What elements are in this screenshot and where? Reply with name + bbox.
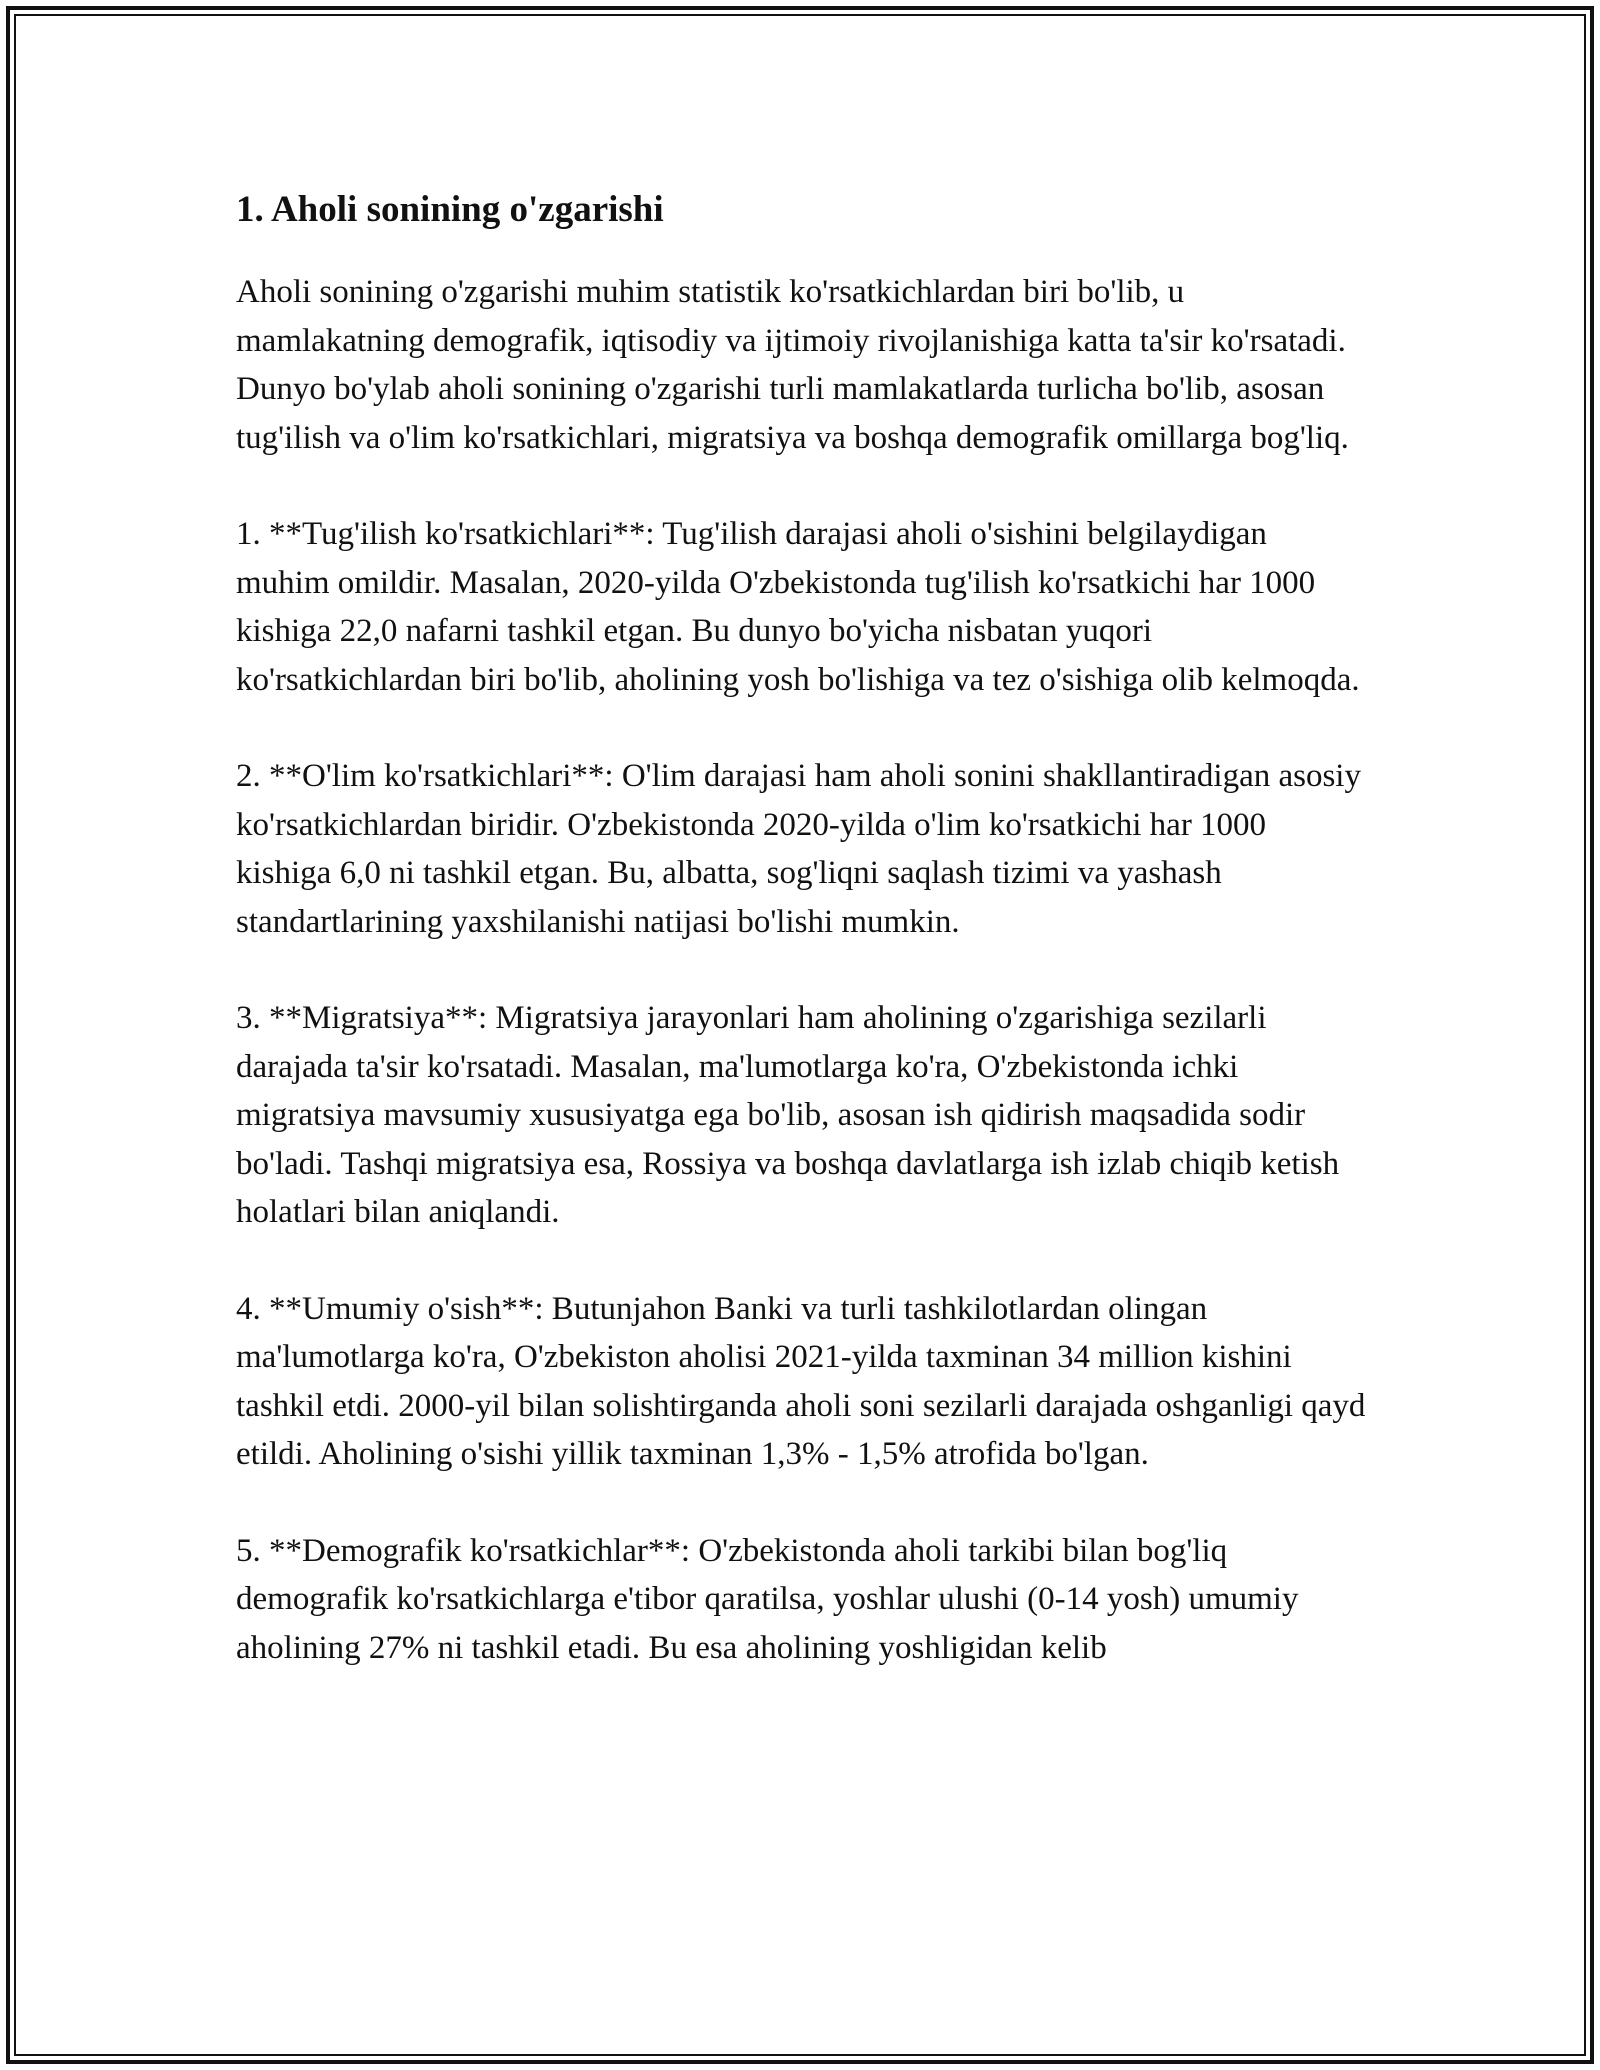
total-growth-paragraph: 4. **Umumiy o'sish**: Butunjahon Banki va turli tashkilotlardan olingan ma'lumotlarga ko'ra, O'zbekiston aholisi 2021-yilda taxminan 34 million kishini tashkil etdi. 2000-yil bilan solishtirganda aholi soni sezilarli darajada oshganligi qayd etildi. Aholining o'sishi yillik taxminan 1,3% - 1,5% atrofida bo'lgan.: [236, 1290, 1366, 1473]
mortality-paragraph: 2. **O'lim ko'rsatkichlari**: O'lim darajasi ham aholi sonini shakllantiradigan asosiy ko'rsatkichlardan biridir. O'zbekistonda 2020-yilda o'lim ko'rsatkichi har 1000 kishiga 6,0 ni tashkil etgan. Bu, albatta, sog'liqni saqlash tizimi va yashash standartlarining yaxshilanishi natijasi bo'lishi mumkin.: [236, 758, 1361, 940]
document-body: [236, 188, 1366, 1720]
intro-paragraph: Aholi sonining o'zgarishi muhim statistik ko'rsatkichlardan biri bo'lib, u mamlakatning demografik, iqtisodiy va ijtimoiy rivojlanishiga katta ta'sir ko'rsatadi. Dunyo bo'ylab aholi sonining o'zgarishi turli mamlakatlarda turlicha bo'lib, asosan tug'ilish va o'lim ko'rsatkichlari, migratsiya va boshqa demografik omillarga bog'liq.: [236, 274, 1349, 456]
migration-paragraph: 3. **Migratsiya**: Migratsiya jarayonlari ham aholining o'zgarishiga sezilarli darajada ta'sir ko'rsatadi. Masalan, ma'lumotlarga ko'ra, O'zbekistonda ichki migratsiya mavsumiy xususiyatga ega bo'lib, asosan ish qidirish maqsadida sodir bo'ladi. Tashqi migratsiya esa, Rossiya va boshqa davlatlarga ish izlab chiqib ketish holatlari bilan aniqlandi.: [236, 1000, 1340, 1231]
document-title: 1. Aholi sonining o'zgarishi: [236, 189, 664, 230]
demographic-indicators-paragraph: 5. **Demografik ko'rsatkichlar**: O'zbekistonda aholi tarkibi bilan bog'liq demografik ko'rsatkichlarga e'tibor qaratilsa, yoshlar ulushi (0-14 yosh) umumiy aholining 27% ni tashkil etadi. Bu esa aholining yoshligidan kelib: [236, 1532, 1299, 1666]
birth-rate-paragraph: 1. **Tug'ilish ko'rsatkichlari**: Tug'ilish darajasi aholi o'sishini belgilaydigan muhim omildir. Masalan, 2020-yilda O'zbekistonda tug'ilish ko'rsatkichi har 1000 kishiga 22,0 nafarni tashkil etgan. Bu dunyo bo'yicha nisbatan yuqori ko'rsatkichlardan biri bo'lib, aholining yosh bo'lishiga va tez o'sishiga olib kelmoqda.: [236, 516, 1360, 698]
